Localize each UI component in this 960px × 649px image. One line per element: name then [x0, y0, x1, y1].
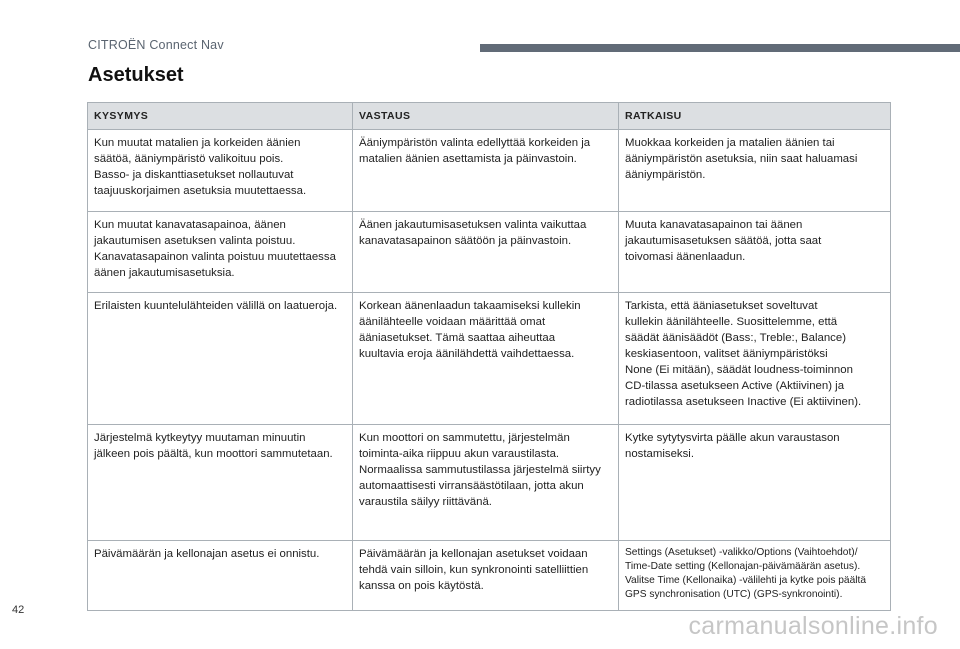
- table-row: [88, 541, 891, 611]
- answer-cell: Päivämäärän ja kellonajan asetukset voidaan tehdä vain silloin, kun synkronointi satelliittien kanssa on pois käytöstä.: [353, 541, 619, 611]
- solution-cell: Muuta kanavatasapainon tai äänen jakautumisasetuksen säätöä, jotta saat toivomasi äänenlaadun.: [619, 212, 891, 293]
- watermark: carmanualsonline.info: [688, 612, 938, 640]
- column-header-answer: VASTAUS: [353, 103, 619, 130]
- table-header-row: [88, 103, 891, 130]
- page-title: Asetukset: [88, 64, 184, 86]
- table-row: [88, 130, 891, 212]
- question-cell: Päivämäärän ja kellonajan asetus ei onnistu.: [88, 541, 353, 611]
- table-row: [88, 425, 891, 541]
- answer-cell: Ääniympäristön valinta edellyttää korkeiden ja matalien äänien asettamista ja päinvastoin.: [353, 130, 619, 212]
- table-row: [88, 212, 891, 293]
- solution-cell: Muokkaa korkeiden ja matalien äänien tai ääniympäristön asetuksia, niin saat haluamasi ääniympäristön.: [619, 130, 891, 212]
- column-header-solution: RATKAISU: [619, 103, 891, 130]
- answer-cell: Korkean äänenlaadun takaamiseksi kullekin äänilähteelle voidaan määrittää omat ääniasetukset. Tämä saattaa aiheuttaa kuultavia eroja äänilähdettä vaihdettaessa.: [353, 293, 619, 425]
- header-bar: [480, 44, 960, 52]
- page-number: 42: [12, 604, 25, 616]
- brand-header: CITROËN Connect Nav: [88, 38, 224, 52]
- answer-cell: Kun moottori on sammutettu, järjestelmän toiminta-aika riippuu akun varaustilasta. Normaalissa sammutustilassa järjestelmä siirtyy automaattisesti virransäästötilaan, jotta akun varaustila säilyy riittävänä.: [353, 425, 619, 541]
- question-cell: Kun muutat matalien ja korkeiden äänien säätöä, ääniympäristö valikoituu pois. Basso- ja diskanttiasetukset nollautuvat taajuuskorjaimen asetuksia muutettaessa.: [88, 130, 353, 212]
- table-row: [88, 293, 891, 425]
- solution-cell: Kytke sytytysvirta päälle akun varaustason nostamiseksi.: [619, 425, 891, 541]
- faq-table: [87, 102, 891, 611]
- column-header-question: KYSYMYS: [88, 103, 353, 130]
- answer-cell: Äänen jakautumisasetuksen valinta vaikuttaa kanavatasapainon säätöön ja päinvastoin.: [353, 212, 619, 293]
- question-cell: Erilaisten kuuntelulähteiden välillä on laatueroja.: [88, 293, 353, 425]
- solution-cell: Settings (Asetukset) -valikko/Options (Vaihtoehdot)/ Time-Date setting (Kellonajan-päivämäärän asetus). Valitse Time (Kellonaika) -välilehti ja kytke pois päältä GPS synchronisation (UTC) (GPS-synkronointi).: [619, 541, 891, 611]
- question-cell: Kun muutat kanavatasapainoa, äänen jakautumisen asetuksen valinta poistuu. Kanavatasapainon valinta poistuu muutettaessa äänen jakautumisasetuksia.: [88, 212, 353, 293]
- solution-cell: Tarkista, että ääniasetukset soveltuvat kullekin äänilähteelle. Suosittelemme, että säädät äänisäädöt (Bass:, Treble:, Balance) keskiasentoon, valitset ääniympäristöksi None (Ei mitään), säädät loudness-toiminnon CD-tilassa asetukseen Active (Aktiivinen) ja radiotilassa asetukseen Inactive (Ei aktiivinen).: [619, 293, 891, 425]
- question-cell: Järjestelmä kytkeytyy muutaman minuutin jälkeen pois päältä, kun moottori sammutetaan.: [88, 425, 353, 541]
